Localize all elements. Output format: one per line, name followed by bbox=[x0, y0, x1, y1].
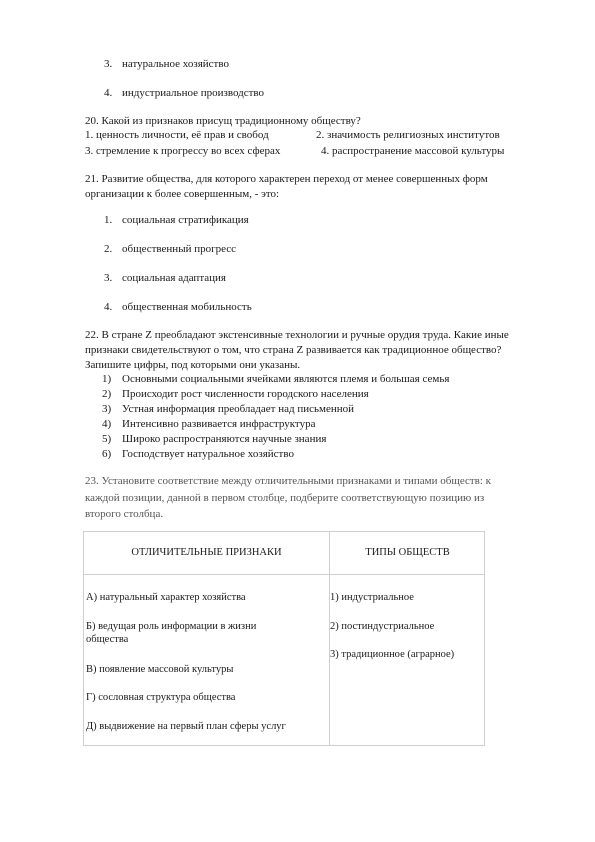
q21-option-1: социальная стратификация bbox=[122, 214, 249, 226]
question-22-line-1: 22. В стране Z преобладают экстенсивные технологии и ручные орудия труда. Какие иные bbox=[85, 329, 509, 341]
question-23-text: 23. Установите соответствие между отличительными признаками и типами обществ: к каждой позиции, данной в первом столбце, подберите соответствующую позицию из второго столбца. bbox=[85, 475, 492, 520]
table-cell-right: 3) традиционное (аграрное) bbox=[330, 649, 455, 660]
list-number: 4. bbox=[104, 301, 113, 313]
table-column-divider bbox=[329, 532, 330, 745]
q22-option-3: Устная информация преобладает над письменной bbox=[122, 403, 354, 415]
question-20 bbox=[85, 114, 361, 129]
list-number: 6) bbox=[102, 448, 112, 460]
question-22 bbox=[85, 328, 509, 373]
q22-option-5: Широко распространяются научные знания bbox=[122, 433, 327, 445]
list-number: 2. bbox=[104, 243, 113, 255]
q21-option-2: общественный прогресс bbox=[122, 243, 237, 255]
q22-option-1: Основными социальными ячейками являются племя и большая семья bbox=[122, 373, 450, 385]
question-22-line-2: признаки свидетельствуют о том, что страна Z развивается как традиционное общество? bbox=[85, 344, 502, 356]
question-21-line-2: организации к более совершенным, - это: bbox=[85, 188, 280, 200]
q22-option-4: Интенсивно развивается инфраструктура bbox=[122, 418, 316, 430]
list-number: 1) bbox=[102, 373, 112, 385]
matching-table bbox=[83, 531, 485, 746]
list-number: 3. bbox=[104, 272, 113, 284]
list-number: 2) bbox=[102, 388, 112, 400]
q20-option-4: 4. распространение массовой культуры bbox=[321, 145, 505, 157]
question-21 bbox=[85, 172, 488, 202]
list-number: 3) bbox=[102, 403, 112, 415]
q22-option-6: Господствует натуральное хозяйство bbox=[122, 448, 294, 460]
list-number: 4. bbox=[104, 87, 113, 99]
table-cell-right: 1) индустриальное bbox=[330, 592, 414, 603]
table-cell-left: А) натуральный характер хозяйства bbox=[86, 592, 246, 603]
q21-option-4: общественная мобильность bbox=[122, 301, 252, 313]
question-20-text: 20. Какой из признаков присущ традиционному обществу? bbox=[85, 115, 361, 127]
table-header-right: ТИПЫ ОБЩЕСТВ bbox=[365, 547, 450, 558]
table-cell-left: Г) сословная структура общества bbox=[86, 692, 236, 703]
q20-option-2: 2. значимость религиозных институтов bbox=[316, 129, 500, 141]
list-number: 4) bbox=[102, 418, 112, 430]
q21-option-3: социальная адаптация bbox=[122, 272, 226, 284]
list-number: 5) bbox=[102, 433, 112, 445]
list-item: натуральное хозяйство bbox=[122, 58, 229, 70]
q20-option-1: 1. ценность личности, её прав и свобод bbox=[85, 129, 269, 141]
q22-option-2: Происходит рост численности городского населения bbox=[122, 388, 369, 400]
list-item: индустриальное производство bbox=[122, 87, 265, 99]
table-header-divider bbox=[84, 574, 484, 575]
list-number: 3. bbox=[104, 58, 113, 70]
table-cell-left: Д) выдвижение на первый план сферы услуг bbox=[86, 721, 286, 732]
table-cell-left: В) появление массовой культуры bbox=[86, 664, 234, 675]
table-cell-right: 2) постиндустриальное bbox=[330, 621, 435, 632]
list-number: 1. bbox=[104, 214, 113, 226]
table-cell-left: Б) ведущая роль информации в жизни общества bbox=[86, 621, 257, 645]
question-22-line-3: Запишите цифры, под которыми они указаны. bbox=[85, 359, 301, 371]
q20-option-3: 3. стремление к прогрессу во всех сферах bbox=[85, 145, 281, 157]
table-header-left: ОТЛИЧИТЕЛЬНЫЕ ПРИЗНАКИ bbox=[131, 547, 282, 558]
question-21-line-1: 21. Развитие общества, для которого характерен переход от менее совершенных форм bbox=[85, 173, 488, 185]
